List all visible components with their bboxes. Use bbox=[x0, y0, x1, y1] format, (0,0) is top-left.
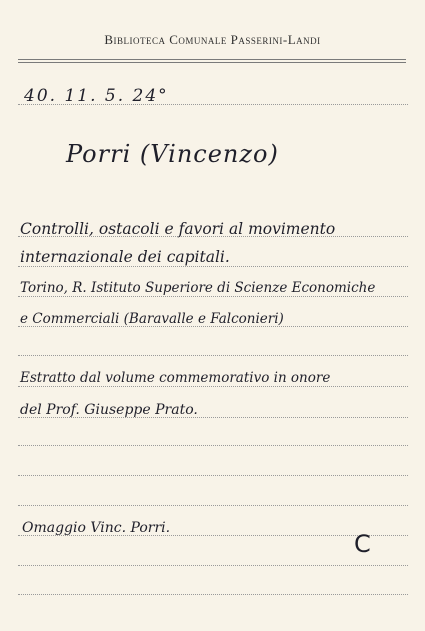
ruled-line bbox=[18, 505, 408, 506]
ruled-line bbox=[18, 475, 408, 476]
imprint-line: e Commerciali (Baravalle e Falconieri) bbox=[20, 311, 284, 327]
ruled-line bbox=[18, 266, 408, 267]
ruled-line bbox=[18, 355, 408, 356]
library-header: Biblioteca Comunale Passerini-Landi bbox=[104, 32, 321, 47]
imprint-line: Torino, R. Istituto Superiore di Scienze Economiche bbox=[20, 280, 376, 296]
shelfmark: 40. 11. 5. 24° bbox=[24, 86, 169, 106]
provenance-note: Omaggio Vinc. Porri. bbox=[22, 520, 171, 536]
author-heading: Porri (Vincenzo) bbox=[66, 140, 279, 168]
margin-mark: C bbox=[354, 530, 371, 558]
header-rule bbox=[18, 59, 406, 60]
title-line: internazionale dei capitali. bbox=[20, 248, 230, 266]
ruled-line bbox=[18, 445, 408, 446]
header-rule bbox=[18, 62, 406, 63]
ruled-line bbox=[18, 565, 408, 566]
ruled-line bbox=[18, 386, 408, 387]
ruled-line bbox=[18, 594, 408, 595]
note-line: del Prof. Giuseppe Prato. bbox=[20, 402, 198, 418]
ruled-line bbox=[18, 296, 408, 297]
note-line: Estratto dal volume commemorativo in onore bbox=[20, 370, 331, 386]
title-line: Controlli, ostacoli e favori al movimento bbox=[20, 220, 336, 238]
